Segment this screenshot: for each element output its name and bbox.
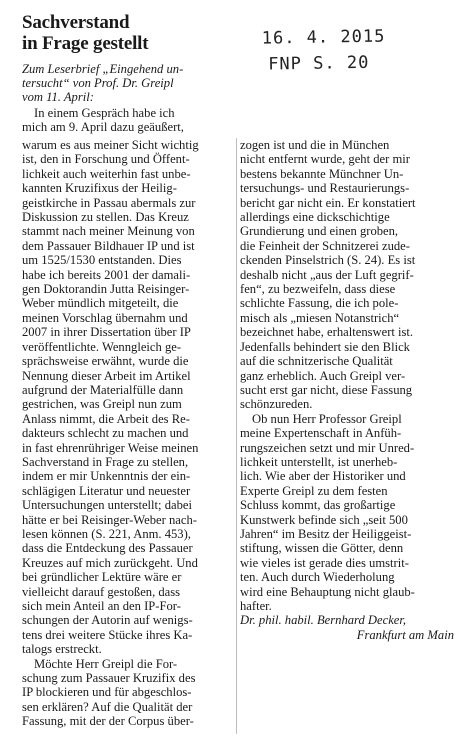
text-line: schungen der Autorin auf wenigs- (22, 613, 193, 628)
text-line: dem Passauer Bildhauer IP und ist (22, 238, 195, 253)
text-line: warum es aus meiner Sicht wichtig (22, 138, 199, 152)
text-line: aufgrund der Materialfülle dann (22, 382, 184, 397)
text-line: wie vieles ist gerade dies umstrit- (240, 555, 409, 570)
text-line: ist, den in Forschung und Öffent- (22, 152, 190, 167)
text-line: 2007 in ihrer Dissertation über IP (22, 325, 191, 340)
text-line: deshalb nicht „aus der Luft gegrif- (240, 267, 414, 282)
right-column (240, 138, 454, 642)
text-line: schlichte Fassung, die ich pole- (240, 296, 399, 311)
text-line: geistkirche in Passau abermals zur (22, 195, 196, 210)
text-line: misch als „miesen Notanstrich“ (240, 310, 400, 325)
text-line: schönzureden. (240, 397, 313, 412)
text-line: bericht gar nicht ein. Er konstatiert (240, 195, 416, 210)
left-column (22, 138, 234, 729)
text-line: lichkeit unterstellt, ist unerheb- (240, 454, 398, 469)
text-line: dass die Entdeckung des Passauer (22, 541, 193, 556)
text-line: bestens bekannte Münchner Un- (240, 166, 404, 181)
deck-line: vom 11. April: (22, 90, 94, 104)
article-headline (22, 12, 242, 54)
text-line: Nennung dieser Arbeit im Artikel (22, 368, 191, 383)
text-line: lichkeit auch weiterhin fast unbe- (22, 166, 191, 181)
text-line: tens drei weitere Stücke ihres Ka- (22, 627, 193, 642)
text-line: indem er mir Unkenntnis der ein- (22, 469, 191, 484)
text-line: hafter. (240, 599, 272, 613)
deck-line: tersucht“ von Prof. Dr. Greipl (22, 76, 174, 90)
text-line: ckenden Pinselstrich (S. 24). Es ist (240, 253, 416, 268)
handwritten-note (262, 22, 453, 77)
text-line: Fassung, mit der der Corpus über- (22, 714, 194, 729)
text-line: zogen ist und die in München (240, 138, 390, 152)
text-line: bezeichnet habe, erhaltenswert ist. (240, 325, 414, 340)
text-line: Kunstwerk befinde sich „seit 500 (240, 512, 408, 527)
text-line: sprächsweise erwähnt, wurde die (22, 354, 189, 369)
text-line: bei gründlicher Lektüre wäre er (22, 570, 182, 585)
text-line: talogs erstreckt. (22, 642, 102, 657)
text-line: Anlass nimmt, die Arbeit des Re- (22, 411, 190, 426)
text-line: nicht entfernt wurde, geht der mir (240, 152, 410, 167)
text-line: Grundierung und einen groben, (240, 224, 399, 239)
text-line: rungszeichen setzt und mir Unred- (240, 440, 415, 455)
text-line: stiftung, wissen die Götter, denn (240, 541, 404, 556)
text-line: Ob nun Herr Professor Greipl (252, 411, 402, 426)
intro-line: mich am 9. April dazu geäußert, (22, 120, 184, 135)
deck-line: Zum Leserbrief „Eingehend un- (22, 62, 184, 76)
text-line: schlägigen Literatur und neuester (22, 483, 191, 498)
handwritten-source: FNP S. 20 (268, 52, 370, 75)
text-line: tersuchungs- und Restaurierungs- (240, 181, 410, 196)
text-line: stammt nach meiner Meinung von (22, 224, 195, 239)
text-line: ten. Auch durch Wiederholung (240, 570, 395, 585)
text-line: meinen Vorschlag übernahm und (22, 310, 188, 325)
text-line: gestrichen, was Greipl nun zum (22, 397, 182, 412)
text-line: um 1525/1530 entstanden. Dies (22, 253, 182, 268)
text-line: sucht erst gar nicht, diese Fassung (240, 382, 413, 397)
text-line: hätte er bei Reisinger-Weber nach- (22, 512, 197, 527)
text-line: lesen können (S. 221, Anm. 453), (22, 526, 191, 541)
text-line: vielleicht darauf gestoßen, dass (22, 584, 181, 599)
text-line: veröffentlichte. Wenngleich ge- (22, 339, 182, 354)
headline-line: in Frage gestellt (22, 33, 149, 54)
text-line: sich mein Anteil an den IP-For- (22, 599, 181, 613)
text-line: allerdings eine dickschichtige (240, 210, 390, 225)
handwritten-date: 16. 4. 2015 (261, 26, 386, 49)
text-line: schung zum Passauer Kruzifix des (22, 671, 196, 686)
article-deck (22, 62, 242, 104)
text-line: ganz erheblich. Auch Greipl ver- (240, 368, 406, 383)
text-line: habe ich bereits 2001 der damali- (22, 267, 191, 282)
column-divider (236, 138, 237, 734)
text-line: in fast ehrenrühriger Weise meinen (22, 440, 199, 455)
text-line: Weber mündlich mitgeteilt, die (22, 296, 179, 311)
text-line: kannten Kruzifixus der Heilig- (22, 181, 177, 196)
text-line: Jahren“ im Besitz der Heiliggeist- (240, 526, 412, 541)
text-line: Kreuzes auf mich zurückgeht. Und (22, 555, 198, 570)
text-line: gen Doktorandin Jutta Reisinger- (22, 282, 190, 297)
text-line: wird eine Behauptung nicht glaub- (240, 584, 415, 599)
text-line: die Feinheit der Schnitzerei zude- (240, 238, 410, 253)
text-line: Schluss kommt, das großartige (240, 498, 396, 513)
text-line: dakteurs schlecht zu machen und (22, 426, 189, 441)
text-line: sen erklären? Auf die Qualität der (22, 699, 193, 714)
text-line: meine Expertenschaft in Anfüh- (240, 426, 402, 441)
article-intro (22, 106, 242, 135)
text-line: lich. Wie aber der Historiker und (240, 469, 406, 484)
headline-line: Sachverstand (22, 12, 130, 33)
text-line: Möchte Herr Greipl die For- (34, 656, 178, 671)
text-line: Jedenfalls behindert sie den Blick (240, 339, 410, 354)
text-line: Untersuchungen unterstellt; dabei (22, 498, 192, 513)
text-line: auf die schnitzerische Qualität (240, 354, 393, 369)
text-line: IP blockieren und für abgeschlos- (22, 685, 192, 700)
author-signature: Dr. phil. habil. Bernhard Decker, (240, 613, 407, 628)
intro-line: In einem Gespräch habe ich (34, 106, 175, 120)
text-line: Experte Greipl zu dem festen (240, 483, 388, 498)
author-location: Frankfurt am Main (356, 627, 454, 642)
text-line: Diskussion zu stellen. Das Kreuz (22, 210, 189, 225)
text-line: fen“, zu bezweifeln, dass diese (240, 282, 396, 297)
text-line: Sachverstand in Frage zu stellen, (22, 454, 189, 469)
